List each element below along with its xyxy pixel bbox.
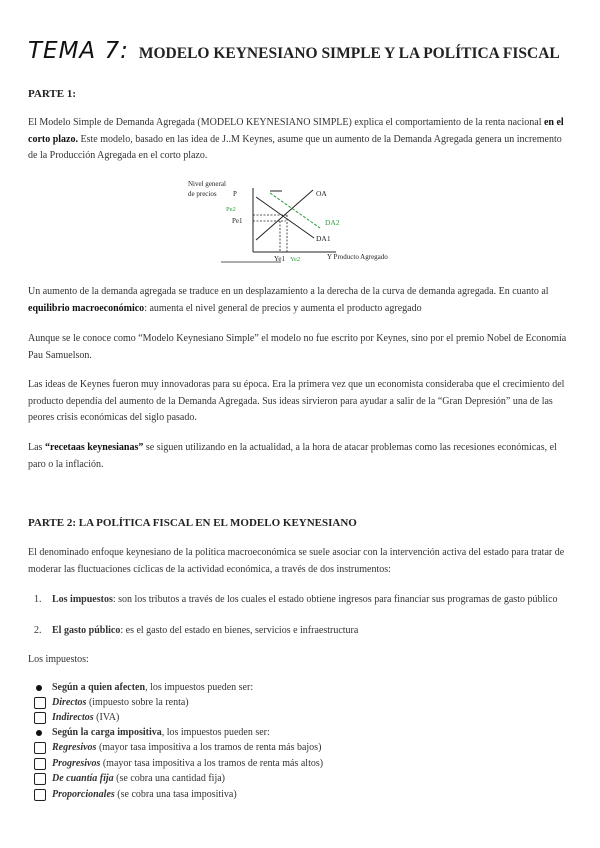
item-bold: Regresivos xyxy=(52,742,97,753)
tema-label: TEMA 7: xyxy=(28,38,129,64)
item-rest: , los impuestos pueden ser: xyxy=(161,727,270,738)
diagram-ylabel-1: Nivel general xyxy=(188,180,226,188)
instrumento-bold: El gasto público xyxy=(52,625,121,636)
checkbox-icon[interactable] xyxy=(34,712,46,724)
p5-text-c: se siguen utilizando en la actualidad, a la hora de atacar problemas como las recesiones económicas, el paro o la inflación. xyxy=(28,442,557,470)
checkbox-text xyxy=(52,696,189,710)
checkbox-icon[interactable] xyxy=(34,773,46,785)
item-rest: (mayor tasa impositiva a los tramos de renta más altos) xyxy=(100,758,324,769)
ye2-label: Ye2 xyxy=(290,256,301,263)
pe1-label: Pe1 xyxy=(232,217,243,225)
parte2-intro: El denominado enfoque keynesiano de la política macroeconómica se suele asociar con la intervención activa del estado para tratar de moderar las fluctuaciones cíclicas de la actividad económica, a través de dos instrumentos: xyxy=(28,547,565,575)
impuestos-label: Los impuestos: xyxy=(28,654,89,665)
item-bold: Según la carga impositiva xyxy=(52,727,162,738)
instrumento-text xyxy=(52,623,572,638)
p2-text-a: Un aumento de la demanda agregada se traduce en un desplazamiento a la derecha de la curva de demanda agregada. En cuanto al xyxy=(28,286,549,297)
p1-bold: en el corto plazo. xyxy=(28,117,564,145)
oa-label: OA xyxy=(316,189,327,198)
x-axis-label: Y Producto Agregado xyxy=(327,253,388,261)
title-text: MODELO KEYNESIANO SIMPLE Y LA POLÍTICA FISCAL xyxy=(138,45,560,62)
checkbox-text xyxy=(52,788,237,802)
checkbox-icon[interactable] xyxy=(34,742,46,754)
instrumento-num: 2. xyxy=(34,625,42,636)
instrumento-bold: Los impuestos xyxy=(52,594,113,605)
ad-as-diagram xyxy=(186,178,416,266)
instrumento-item xyxy=(28,592,573,622)
parte1-paragraph-1 xyxy=(28,115,573,165)
document-title xyxy=(28,38,588,64)
ye1-label: Ye1 xyxy=(274,255,285,263)
checkbox-icon[interactable] xyxy=(34,758,46,770)
p5-bold: “recetaas keynesianas” xyxy=(44,442,144,453)
item-bold: De cuantía fija xyxy=(52,773,114,784)
item-rest: (IVA) xyxy=(93,712,120,723)
checkbox-text xyxy=(52,711,119,725)
item-bold: Progresivos xyxy=(52,758,101,769)
parte2-heading: PARTE 2: LA POLÍTICA FISCAL EN EL MODELO KEYNESIANO xyxy=(28,517,357,529)
item-bold: Directos xyxy=(52,697,87,708)
da2-curve xyxy=(270,193,320,228)
item-rest: (se cobra una tasa impositiva) xyxy=(114,789,237,800)
checkbox-icon[interactable] xyxy=(34,697,46,709)
diagram-p-label: P xyxy=(233,190,237,198)
parte1-paragraph-5 xyxy=(28,440,573,473)
diagram-ylabel-2: de precios xyxy=(188,190,217,198)
p2-text-c: : aumenta el nivel general de precios y aumenta el producto agregado xyxy=(144,302,422,314)
da1-label: DA1 xyxy=(316,234,331,243)
p2-bold: equilibrio macroeconómico xyxy=(28,302,145,314)
bullet-text xyxy=(52,681,253,695)
parte1-paragraph-2 xyxy=(28,284,573,317)
checkbox-text xyxy=(52,741,321,755)
pe2-label: Pe2 xyxy=(226,206,236,213)
item-bold: Según a quien afecten xyxy=(52,682,146,693)
bullet-text xyxy=(52,726,270,740)
bullet-icon xyxy=(36,730,42,736)
item-rest: (impuesto sobre la renta) xyxy=(86,697,189,708)
item-rest: (se cobra una cantidad fija) xyxy=(113,773,226,784)
da2-label: DA2 xyxy=(325,218,340,227)
p1-text-c: Este modelo, basado en las idea de J..M Keynes, asume que un aumento de la Demanda Agregada genera un incremento de la Producción Agregada en el corto plazo. xyxy=(28,133,562,161)
parte1-paragraph-4: Las ideas de Keynes fueron muy innovadoras para su época. Era la primera vez que un economista consideraba que el crecimiento del producto dependía del aumento de la Demanda Agregada. Sus ideas sirvieron para ayudar a salir de la “Gran Depresión” una de las peores crisis económicas del siglo pasado. xyxy=(28,379,565,423)
instrumento-rest: : es el gasto del estado en bienes, servicios e infraestructura xyxy=(120,625,359,636)
parte1-heading: PARTE 1: xyxy=(28,88,76,100)
item-bold: Proporcionales xyxy=(52,789,115,800)
p1-text-a: El Modelo Simple de Demanda Agregada (MODELO KEYNESIANO SIMPLE) explica el comportamiento de la renta nacional xyxy=(28,117,544,128)
item-bold: Indirectos xyxy=(52,712,94,723)
item-rest: , los impuestos pueden ser: xyxy=(145,682,254,693)
instrumento-text xyxy=(52,592,572,607)
p5-text-a: Las xyxy=(28,442,45,453)
checkbox-text xyxy=(52,772,225,786)
checkbox-text xyxy=(52,757,323,771)
instrumento-rest: : son los tributos a través de los cuales el estado obtiene ingresos para financiar sus programas de gasto público xyxy=(112,594,558,605)
parte1-paragraph-3: Aunque se le conoce como “Modelo Keynesiano Simple” el modelo no fue escrito por Keynes, sino por el premio Nobel de Economía Pau Samuelson. xyxy=(28,333,567,361)
item-rest: (mayor tasa impositiva a los tramos de renta más bajos) xyxy=(96,742,322,753)
instrumento-item xyxy=(28,623,573,638)
bullet-icon xyxy=(36,685,42,691)
instrumento-num: 1. xyxy=(34,594,42,605)
checkbox-icon[interactable] xyxy=(34,789,46,801)
